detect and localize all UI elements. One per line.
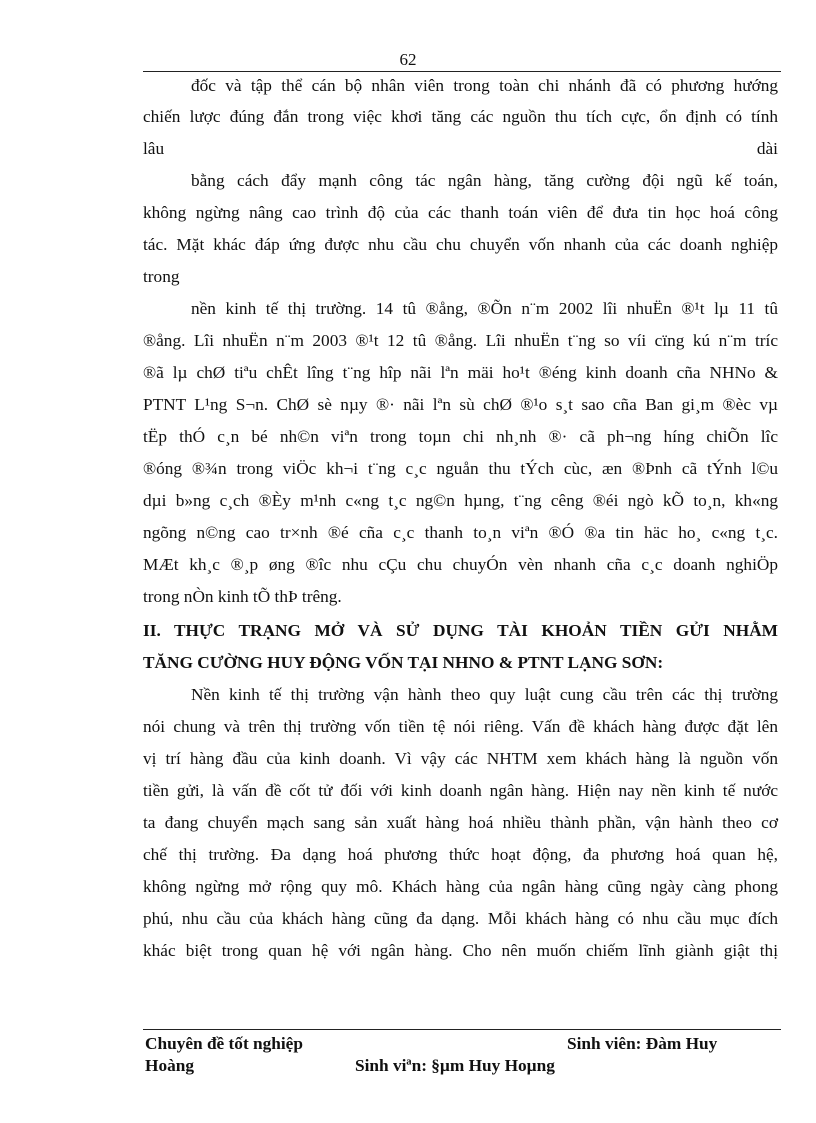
text-line: nền kinh tế thị trường. 14 tû ®ång, ®Õn n¨m 2002 lîi nhuËn ®¹t lµ 11 tû <box>191 299 778 318</box>
text-line: ngõng n©ng cao tr×nh ®é cña c¸c thanh to¸n viªn ®Ó ®a tin häc ho¸ c«ng t¸c. <box>143 523 778 542</box>
text-line: ®óng ®¾n trong viÖc kh¬i t¨ng c¸c nguån thu tÝch cùc, æn ®Þnh cã tÝnh l©u <box>143 459 778 478</box>
footer-left: Chuyên đề tốt nghiệp <box>145 1034 303 1053</box>
footer-right: Sinh viên: Đàm Huy <box>567 1034 718 1053</box>
text-line: bằng cách đẩy mạnh công tác ngân hàng, tăng cường đội ngũ kế toán, <box>191 171 778 190</box>
text-line: dµi b»ng c¸ch ®Èy m¹nh c«ng t¸c ng©n hµng, t¨ng cêng ®éi ngò kÕ to¸n, kh«ng <box>143 491 778 510</box>
footer-left-2: Hoàng <box>145 1056 194 1075</box>
text-line: PTNT L¹ng S¬n. ChØ sè nµy ®· nãi lªn sù chØ ®¹o s¸t sao cña Ban gi¸m ®èc vµ <box>143 395 778 414</box>
text-line: Nền kinh tế thị trường vận hành theo quy luật cung cầu trên các thị trường <box>191 685 778 704</box>
text-line: chiến lược đúng đắn trong việc khơi tăng các nguồn thu tích cực, ổn định có tính <box>143 107 778 126</box>
section-heading: II. THỰC TRẠNG MỞ VÀ SỬ DỤNG TÀI KHOẢN TIỀN GỬI NHẰM <box>143 621 778 640</box>
text-line: dài <box>756 139 778 158</box>
text-line: trong <box>143 267 180 286</box>
footer-center-2: Sinh viªn: §µm Huy Hoµng <box>355 1056 555 1075</box>
page-number: 62 <box>399 50 417 69</box>
header-rule <box>143 71 781 72</box>
text-line: lâu <box>143 139 165 158</box>
text-line: ta đang chuyển mạch sang sản xuất hàng hoá nhiều thành phần, vận hành theo cơ <box>143 813 778 832</box>
text-line: ®ã lµ chØ tiªu chÊt lîng t¨ng hîp nãi lªn mäi ho¹t ®éng kinh doanh cña NHNo & <box>143 363 778 382</box>
text-line: nói chung và trên thị trường vốn tiền tệ nói riêng. Vấn đề khách hàng được đặt lên <box>143 717 778 736</box>
text-line: không ngừng mở rộng quy mô. Khách hàng của ngân hàng cũng ngày càng phong <box>143 877 778 896</box>
text-line: khác biệt trong quan hệ với ngân hàng. Cho nên muốn chiếm lĩnh giành giật thị <box>143 941 778 960</box>
text-line: MÆt kh¸c ®¸p øng ®îc nhu cÇu chu chuyÓn vèn nhanh cña c¸c doanh nghiÖp <box>143 555 778 574</box>
section-heading: TĂNG CƯỜNG HUY ĐỘNG VỐN TẠI NHNO & PTNT LẠNG SƠN: <box>143 653 664 672</box>
footer-rule <box>143 1029 781 1030</box>
text-line: không ngừng nâng cao trình độ của các thanh toán viên để đưa tin học hoá công <box>143 203 778 222</box>
text-line: chế thị trường. Đa dạng hoá phương thức hoạt động, đa phương hoá quan hệ, <box>143 845 778 864</box>
text-line: ®ång. Lîi nhuËn n¨m 2003 ®¹t 12 tû ®ång. Lîi nhuËn t¨ng so víi cïng kú n¨m tríc <box>143 331 778 350</box>
text-line: tác. Mặt khác đáp ứng được nhu cầu chu chuyển vốn nhanh của các doanh nghiệp <box>143 235 778 254</box>
text-line: đốc và tập thể cán bộ nhân viên trong toàn chi nhánh đã có phương hướng <box>191 76 778 95</box>
text-line: tiền gửi, là vấn đề cốt tử đối với kinh doanh ngân hàng. Hiện nay nền kinh tế nước <box>143 781 778 800</box>
text-line: vị trí hàng đầu của kinh doanh. Vì vậy các NHTM xem khách hàng là nguồn vốn <box>143 749 778 768</box>
text-line: tËp thÓ c¸n bé nh©n viªn trong toµn chi nh¸nh ®· cã ph¬ng híng chiÕn lîc <box>143 427 778 446</box>
text-line: trong nÒn kinh tÕ thÞ trêng. <box>143 587 342 606</box>
text-line: phú, nhu cầu của khách hàng cũng đa dạng. Mỗi khách hàng có nhu cầu mục đích <box>143 909 778 928</box>
